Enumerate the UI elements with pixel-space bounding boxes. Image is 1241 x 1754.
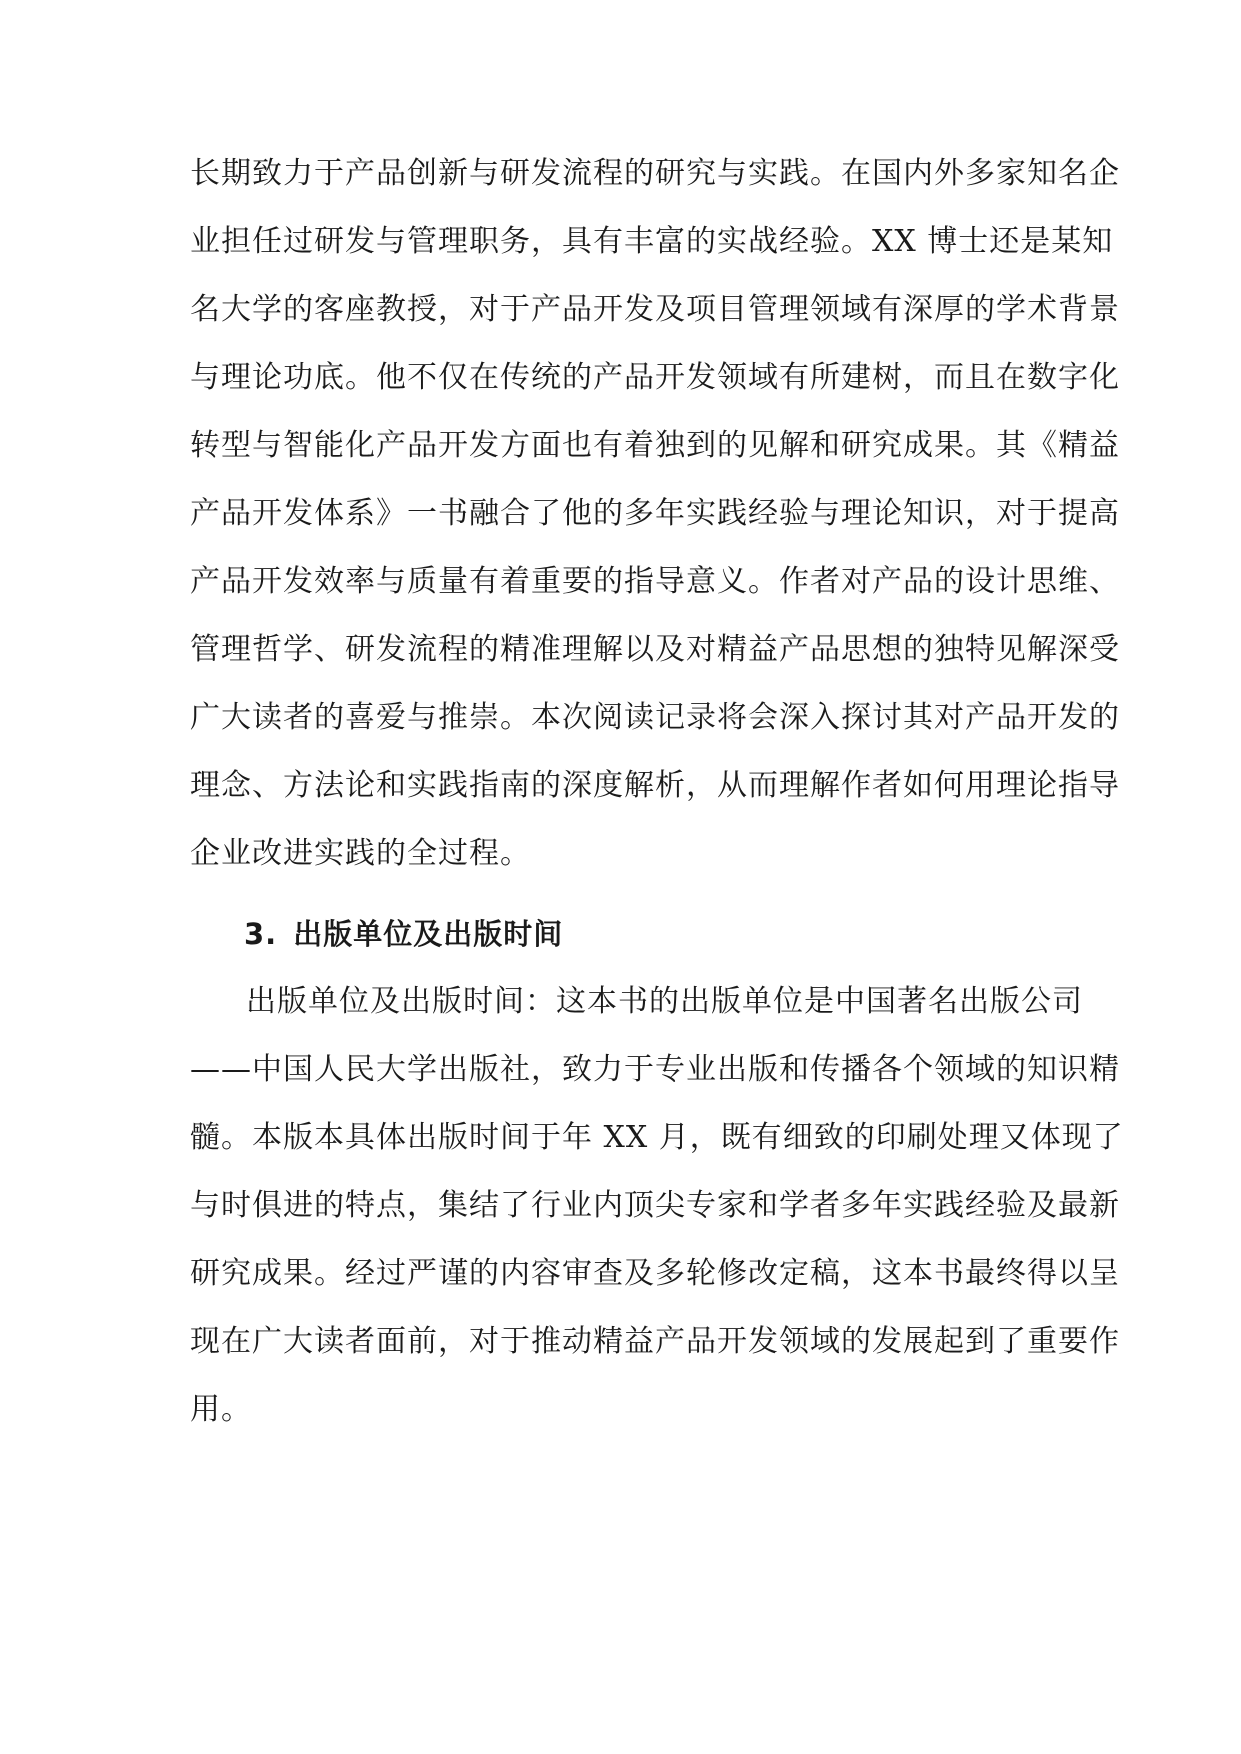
section-3-heading bbox=[244, 914, 563, 954]
paragraph-1-line-6: 产品开发体系》一书融合了他的多年实践经验与理论知识，对于提高 bbox=[190, 496, 1120, 531]
paragraph-2-line-7: 用。 bbox=[190, 1392, 252, 1427]
section-3-title: 出版单位及出版时间 bbox=[293, 917, 564, 951]
paragraph-2-line-4: 与时俱进的特点，集结了行业内顶尖专家和学者多年实践经验及最新 bbox=[190, 1188, 1120, 1223]
paragraph-1-line-3: 名大学的客座教授，对于产品开发及项目管理领域有深厚的学术背景 bbox=[190, 292, 1120, 327]
paragraph-2-line-1: 出版单位及出版时间：这本书的出版单位是中国著名出版公司 bbox=[246, 984, 1083, 1019]
paragraph-2-line-6: 现在广大读者面前，对于推动精益产品开发领域的发展起到了重要作 bbox=[190, 1324, 1120, 1359]
paragraph-1-line-9: 广大读者的喜爱与推崇。本次阅读记录将会深入探讨其对产品开发的 bbox=[190, 700, 1120, 735]
paragraph-2-line-5: 研究成果。经过严谨的内容审查及多轮修改定稿，这本书最终得以呈 bbox=[190, 1256, 1120, 1291]
paragraph-1-line-7: 产品开发效率与质量有着重要的指导意义。作者对产品的设计思维、 bbox=[190, 564, 1120, 599]
paragraph-2-line-3: 髓。本版本具体出版时间于年 XX 月，既有细致的印刷处理又体现了 bbox=[190, 1120, 1124, 1155]
paragraph-1-line-8: 管理哲学、研发流程的精准理解以及对精益产品思想的独特见解深受 bbox=[190, 632, 1120, 667]
paragraph-1-line-11: 企业改进实践的全过程。 bbox=[190, 836, 531, 871]
paragraph-2-line-2: ——中国人民大学出版社，致力于专业出版和传播各个领域的知识精 bbox=[190, 1052, 1120, 1087]
paragraph-1-line-2: 业担任过研发与管理职务，具有丰富的实战经验。XX 博士还是某知 bbox=[190, 224, 1114, 259]
paragraph-1-line-4: 与理论功底。他不仅在传统的产品开发领域有所建树，而且在数字化 bbox=[190, 360, 1120, 395]
paragraph-1-line-10: 理念、方法论和实践指南的深度解析，从而理解作者如何用理论指导 bbox=[190, 768, 1120, 803]
paragraph-1-line-1: 长期致力于产品创新与研发流程的研究与实践。在国内外多家知名企 bbox=[190, 156, 1120, 191]
paragraph-1-line-5: 转型与智能化产品开发方面也有着独到的见解和研究成果。其《精益 bbox=[190, 428, 1120, 463]
section-3-number: 3. bbox=[244, 917, 278, 951]
